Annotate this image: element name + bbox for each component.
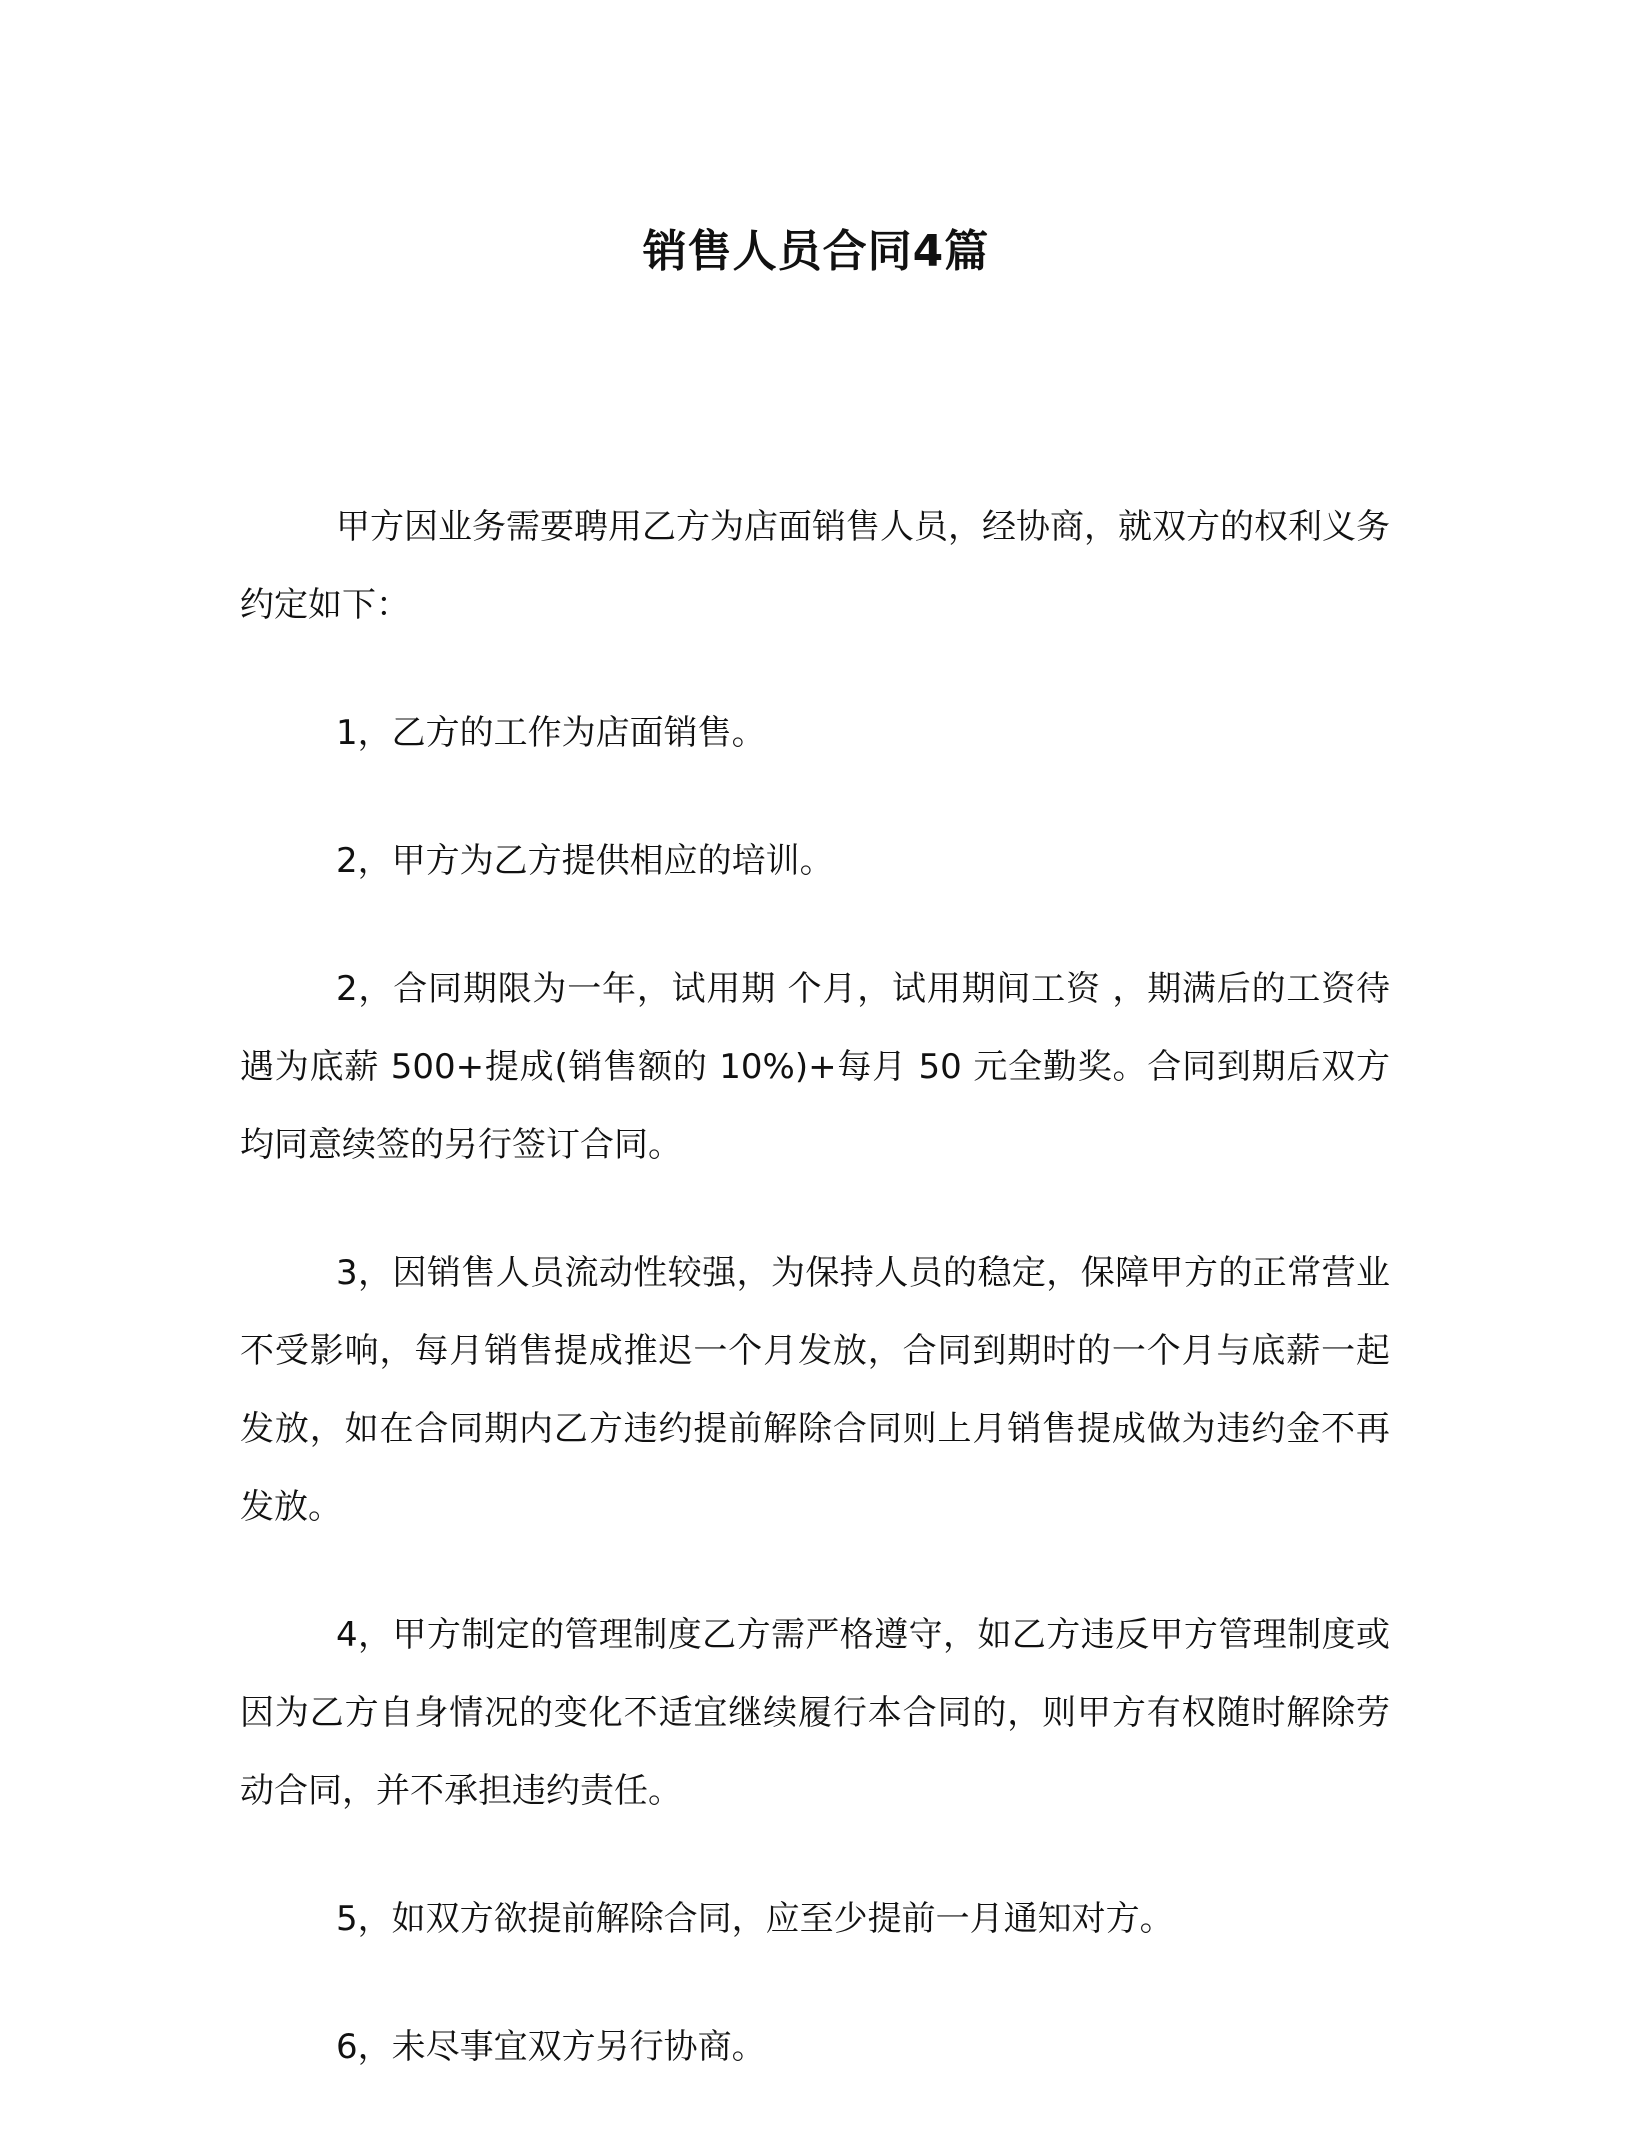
paragraph-clause-3: 3，因销售人员流动性较强，为保持人员的稳定，保障甲方的正常营业不受影响，每月销售提成推迟一个月发放，合同到期时的一个月与底薪一起发放，如在合同期内乙方违约提前解除合同则上月销售提成做为违约金不再发放。 <box>240 1253 1390 1527</box>
document-body <box>240 488 1390 2136</box>
document-title: 销售人员合同4篇 <box>642 226 990 277</box>
paragraph-clause-4: 4，甲方制定的管理制度乙方需严格遵守，如乙方违反甲方管理制度或因为乙方自身情况的变化不适宜继续履行本合同的，则甲方有权随时解除劳动合同，并不承担违约责任。 <box>240 1615 1390 1811</box>
paragraph-intro: 甲方因业务需要聘用乙方为店面销售人员，经协商，就双方的权利义务约定如下： <box>240 507 1390 625</box>
paragraph-clause-1: 1，乙方的工作为店面销售。 <box>336 713 766 753</box>
paragraph-clause-2-training: 2，甲方为乙方提供相应的培训。 <box>336 841 834 881</box>
paragraph-clause-2-term: 2，合同期限为一年，试用期 个月，试用期间工资 ，期满后的工资待遇为底薪 500+提成(销售额的 10%)+每月 50 元全勤奖。合同到期后双方均同意续签的另行签订合同。 <box>240 969 1390 1165</box>
paragraph-clause-5: 5，如双方欲提前解除合同，应至少提前一月通知对方。 <box>336 1899 1174 1939</box>
paragraph-clause-6: 6，未尽事宜双方另行协商。 <box>336 2027 766 2067</box>
